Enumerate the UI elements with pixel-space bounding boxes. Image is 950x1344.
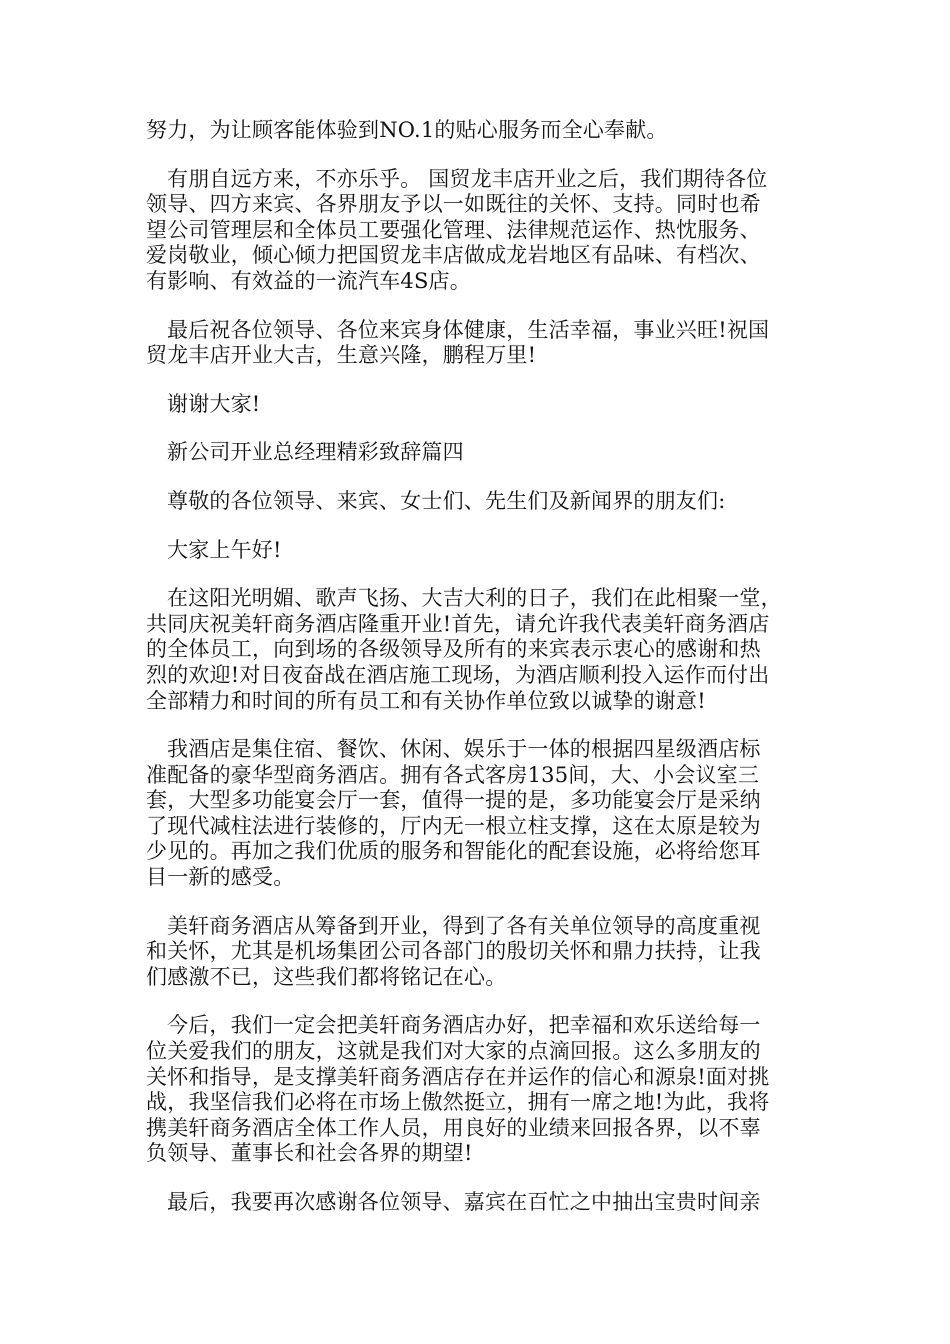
text-line: 共同庆祝美轩商务酒店隆重开业!首先，请允许我代表美轩商务酒店 (146, 611, 770, 636)
paragraph-p7 (146, 538, 806, 564)
paragraph-p8 (146, 586, 806, 714)
text-line: 套，大型多功能宴会厅一套，值得一提的是，多功能宴会厅是采纳 (146, 788, 761, 813)
text-line: 战，我坚信我们必将在市场上傲然挺立，拥有一席之地!为此，我将 (146, 1090, 770, 1115)
text-line: 位关爱我们的朋友，这就是我们对大家的点滴回报。这么多朋友的 (146, 1039, 761, 1064)
text-line: 少见的。再加之我们优质的服务和智能化的配套设施，必将给您耳 (146, 839, 761, 864)
text-line: 烈的欢迎!对日夜奋战在酒店施工现场，为酒店顺利投入运作而付出 (146, 662, 770, 687)
text-line: 最后祝各位领导、各位来宾身体健康，生活幸福，事业兴旺!祝国 (167, 317, 770, 342)
text-line: 了现代减柱法进行装修的，厅内无一根立柱支撑，这在太原是较为 (146, 813, 761, 838)
text-line: 目一新的感受。 (146, 865, 295, 890)
paragraph-p4 (146, 392, 806, 418)
text-line: 今后，我们一定会把美轩商务酒店办好，把幸福和欢乐送给每一 (167, 1013, 761, 1038)
text-line: 在这阳光明媚、歌声飞扬、大吉大利的日子，我们在此相聚一堂， (167, 586, 782, 611)
text-line: 最后，我要再次感谢各位领导、嘉宾在百忙之中抽出宝贵时间亲 (167, 1190, 761, 1214)
paragraph-p3 (146, 318, 806, 369)
text-line: 大家上午好! (167, 537, 282, 562)
text-line: 携美轩商务酒店全体工作人员，用良好的业绩来回报各界，以不辜 (146, 1115, 761, 1140)
text-line: 负领导、董事长和社会各界的期望! (146, 1141, 473, 1166)
document-page (146, 118, 806, 1239)
text-line: 领导、四方来宾、各界朋友予以一如既往的关怀、支持。同时也希 (146, 192, 761, 217)
text-line: 谢谢大家! (167, 391, 261, 416)
text-line: 的全体员工，向到场的各级领导及所有的来宾表示衷心的感谢和热 (146, 637, 761, 662)
text-line: 有影响、有效益的一流汽车4S店。 (146, 268, 471, 293)
text-line: 努力，为让顾客能体验到NO.1的贴心服务而全心奉献。 (146, 118, 668, 142)
text-line: 尊敬的各位领导、来宾、女士们、先生们及新闻界的朋友们: (167, 488, 726, 513)
text-line: 爱岗敬业，倾心倾力把国贸龙丰店做成龙岩地区有品味、有档次、 (146, 243, 761, 268)
paragraph-p9 (146, 737, 806, 891)
text-line: 我酒店是集住宿、餐饮、休闲、娱乐于一体的根据四星级酒店标 (167, 737, 761, 762)
paragraph-p2 (146, 167, 806, 295)
paragraph-p12 (146, 1190, 806, 1216)
text-line: 关怀和指导，是支撑美轩商务酒店存在并运作的信心和源泉!面对挑 (146, 1064, 770, 1089)
paragraph-p11 (146, 1013, 806, 1167)
text-line: 和关怀，尤其是机场集团公司各部门的殷切关怀和鼎力扶持，让我 (146, 939, 761, 964)
text-line: 全部精力和时间的所有员工和有关协作单位致以诚挚的谢意! (146, 688, 706, 713)
paragraph-p1 (146, 118, 806, 144)
paragraph-p10 (146, 914, 806, 991)
text-line: 有朋自远方来，不亦乐乎。 国贸龙丰店开业之后，我们期待各位 (167, 166, 768, 191)
text-line: 准配备的豪华型商务酒店。拥有各式客房135间，大、小会议室三 (146, 762, 760, 787)
text-line: 望公司管理层和全体员工要强化管理、法律规范运作、热忱服务、 (146, 217, 761, 242)
text-line: 美轩商务酒店从筹备到开业，得到了各有关单位领导的高度重视 (167, 913, 761, 938)
paragraph-p5 (146, 440, 806, 466)
text-line: 贸龙丰店开业大吉，生意兴隆，鹏程万里! (146, 343, 537, 368)
paragraph-p6 (146, 489, 806, 515)
text-line: 新公司开业总经理精彩致辞篇四 (167, 440, 464, 465)
text-line: 们感激不已，这些我们都将铭记在心。 (146, 964, 507, 989)
